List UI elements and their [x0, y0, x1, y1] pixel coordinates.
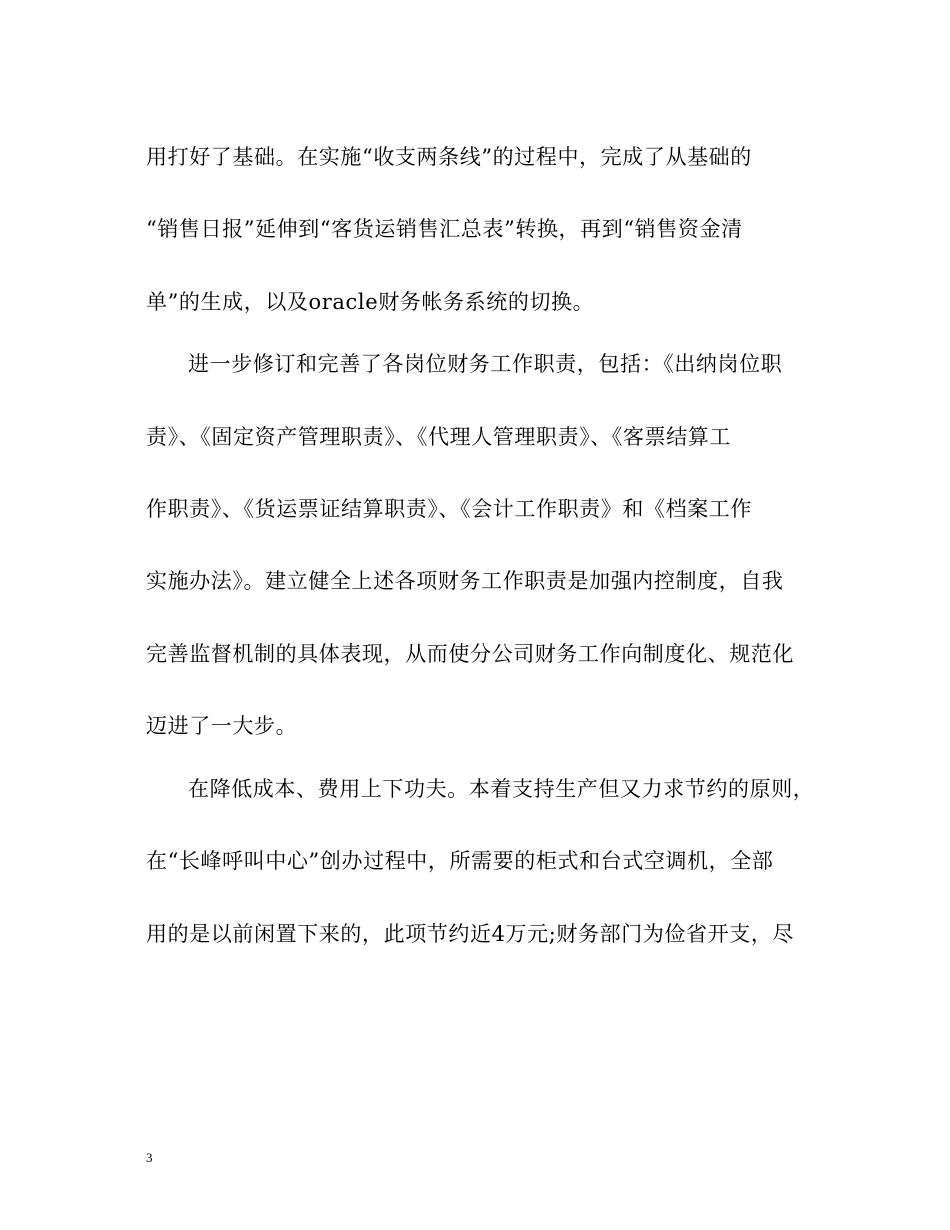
paragraph-2-line-3: 作职责》、《货运票证结算职责》、《会计工作职责》和《档案工作: [146, 497, 752, 521]
paragraph-2-line-6: 迈进了一大步。: [146, 714, 298, 738]
page-number: 3: [146, 1150, 153, 1165]
paragraph-3-line-3: 用的是以前闲置下来的，此项节约近4万元;财务部门为俭省开支，尽: [146, 922, 795, 946]
paragraph-3-line-2: 在“长峰呼叫中心”创办过程中，所需要的柜式和台式空调机，全部: [146, 849, 774, 873]
paragraph-1-line-3: 单”的生成，以及oracle财务帐务系统的切换。: [146, 290, 595, 314]
paragraph-2-line-2: 责》、《固定资产管理职责》、《代理人管理职责》、《客票结算工: [146, 425, 731, 449]
paragraph-1-line-2: “销售日报”延伸到“客货运销售汇总表”转换，再到“销售资金清: [146, 217, 743, 241]
paragraph-2-line-4: 实施办法》。建立健全上述各项财务工作职责是加强内控制度，自我: [146, 569, 784, 593]
paragraph-2-line-1: 进一步修订和完善了各岗位财务工作职责，包括：《出纳岗位职: [188, 352, 783, 376]
paragraph-2-line-5: 完善监督机制的具体表现，从而使分公司财务工作向制度化、规范化: [146, 642, 794, 666]
paragraph-1-line-1: 用打好了基础。在实施“收支两条线”的过程中，完成了从基础的: [146, 145, 752, 169]
paragraph-3-line-1: 在降低成本、费用上下功夫。本着支持生产但又力求节约的原则，: [188, 777, 815, 801]
